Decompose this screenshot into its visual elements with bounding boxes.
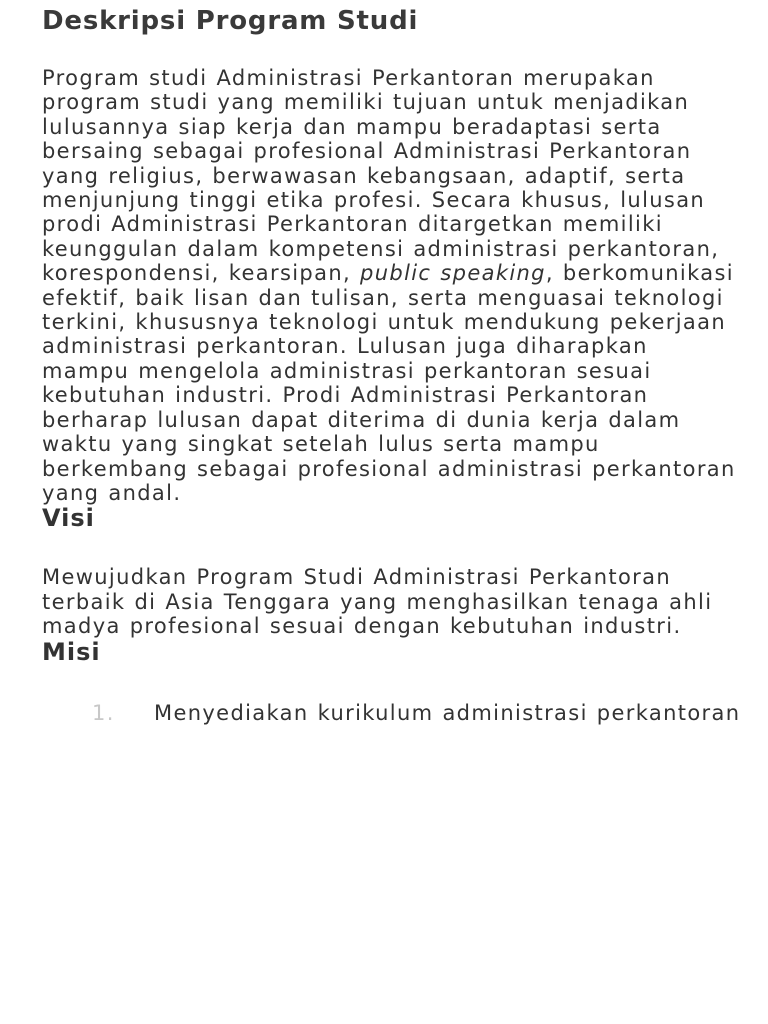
page-title: Deskripsi Program Studi [42,6,419,36]
page-content [42,0,742,725]
misi-item-number: 1. [92,700,115,725]
visi-heading: Visi [42,504,95,533]
description-italic-term: public speaking [360,261,546,286]
program-description [42,66,742,505]
visi-text: Mewujudkan Program Studi Administrasi Perkantoran terbaik di Asia Tenggara yang menghasilkan tenaga ahli madya profesional sesuai dengan kebutuhan industri. [42,565,713,639]
misi-list [42,701,742,725]
misi-heading: Misi [42,637,101,666]
description-text-part2: , berkomunikasi efektif, baik lisan dan tulisan, serta menguasai teknologi terkini, khususnya teknologi untuk mendukung pekerjaan administrasi perkantoran. Lulusan juga diharapkan mampu mengelola administrasi perkantoran sesuai kebutuhan industri. Prodi Administrasi Perkantoran berharap lulusan dapat diterima di dunia kerja dalam waktu yang singkat setelah lulus serta mampu berkembang sebagai profesional administrasi perkantoran yang andal. [42,261,736,505]
misi-item-text: Menyediakan kurikulum administrasi perkantoran [154,700,741,725]
misi-list-item [42,701,742,725]
description-text-part1: Program studi Administrasi Perkantoran merupakan program studi yang memiliki tujuan untuk menjadikan lulusannya siap kerja dan mampu beradaptasi serta bersaing sebagai profesional Administrasi Perkantoran yang religius, berwawasan kebangsaan, adaptif, serta menjunjung tinggi etika profesi. Secara khusus, lulusan prodi Administrasi Perkantoran ditargetkan memiliki keunggulan dalam kompetensi administrasi perkantoran, korespondensi, kearsipan, [42,66,720,286]
